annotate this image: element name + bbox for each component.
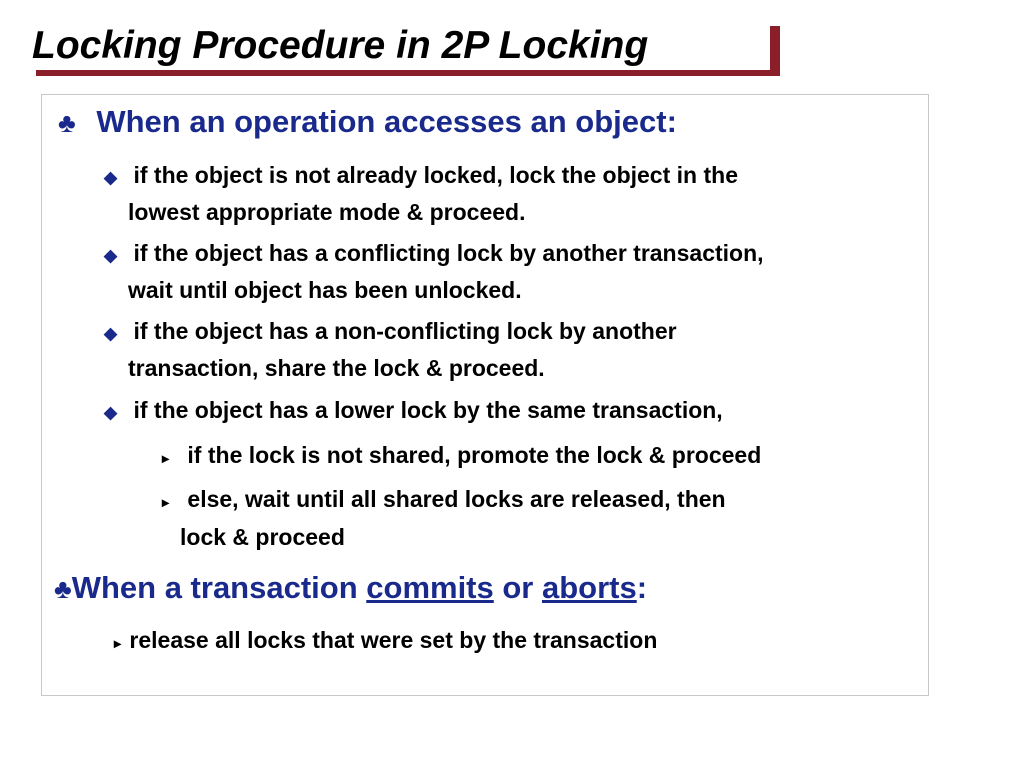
sub-bullet-1-line1: if the object is not already locked, lock the object in the: [133, 162, 738, 188]
sub-bullet-4-line1: if the object has a lower lock by the same transaction,: [133, 397, 723, 423]
subsub-bullet-2-line1: else, wait until all shared locks are released, then: [187, 486, 726, 512]
commit-sub-bullet: [114, 623, 657, 661]
club-icon: ♣: [54, 574, 72, 604]
updown-diamond-icon: ◆: [104, 246, 118, 265]
slide-title: Locking Procedure in 2P Locking: [32, 24, 649, 67]
updown-diamond-icon: ◆: [104, 403, 118, 422]
commit-sub-bullet-text: release all locks that were set by the transaction: [129, 627, 658, 653]
sub-bullet-2-line1: if the object has a conflicting lock by another transaction,: [133, 240, 764, 266]
club-icon: ♣: [58, 108, 76, 138]
triangle-bullet-icon: ▸: [162, 450, 170, 466]
sub-bullet-4: [104, 393, 723, 430]
commit-colon: :: [636, 570, 648, 605]
subsub-bullet-1-line1: if the lock is not shared, promote the lock & proceed: [187, 442, 762, 468]
triangle-bullet-icon: ▸: [162, 494, 170, 510]
bullet-operation-access: [58, 104, 677, 140]
updown-diamond-icon: ◆: [104, 168, 118, 187]
sub-bullet-3-line1: if the object has a non-conflicting lock by another: [133, 318, 677, 344]
triangle-bullet-icon: ▸: [114, 635, 122, 651]
aborts-link: aborts: [541, 570, 637, 605]
subsub-bullet-1: [162, 438, 761, 476]
sub-bullet-1-line2: lowest appropriate mode & proceed.: [128, 199, 526, 225]
commit-or: or: [493, 570, 542, 605]
sub-bullet-3-line2: transaction, share the lock & proceed.: [128, 355, 545, 381]
updown-diamond-icon: ◆: [104, 324, 118, 343]
subsub-bullet-2: [162, 482, 726, 555]
sub-bullet-1: [104, 158, 738, 230]
sub-bullet-2-line2: wait until object has been unlocked.: [128, 277, 522, 303]
sub-bullet-2: [104, 236, 764, 308]
bullet-operation-access-label: When an operation accesses an object:: [96, 104, 677, 139]
bullet-commit-abort: [54, 570, 647, 606]
subsub-bullet-2-line2: lock & proceed: [180, 524, 345, 550]
sub-bullet-3: [104, 314, 677, 386]
commit-prefix: When a transaction: [71, 570, 367, 605]
commits-link: commits: [366, 570, 494, 605]
